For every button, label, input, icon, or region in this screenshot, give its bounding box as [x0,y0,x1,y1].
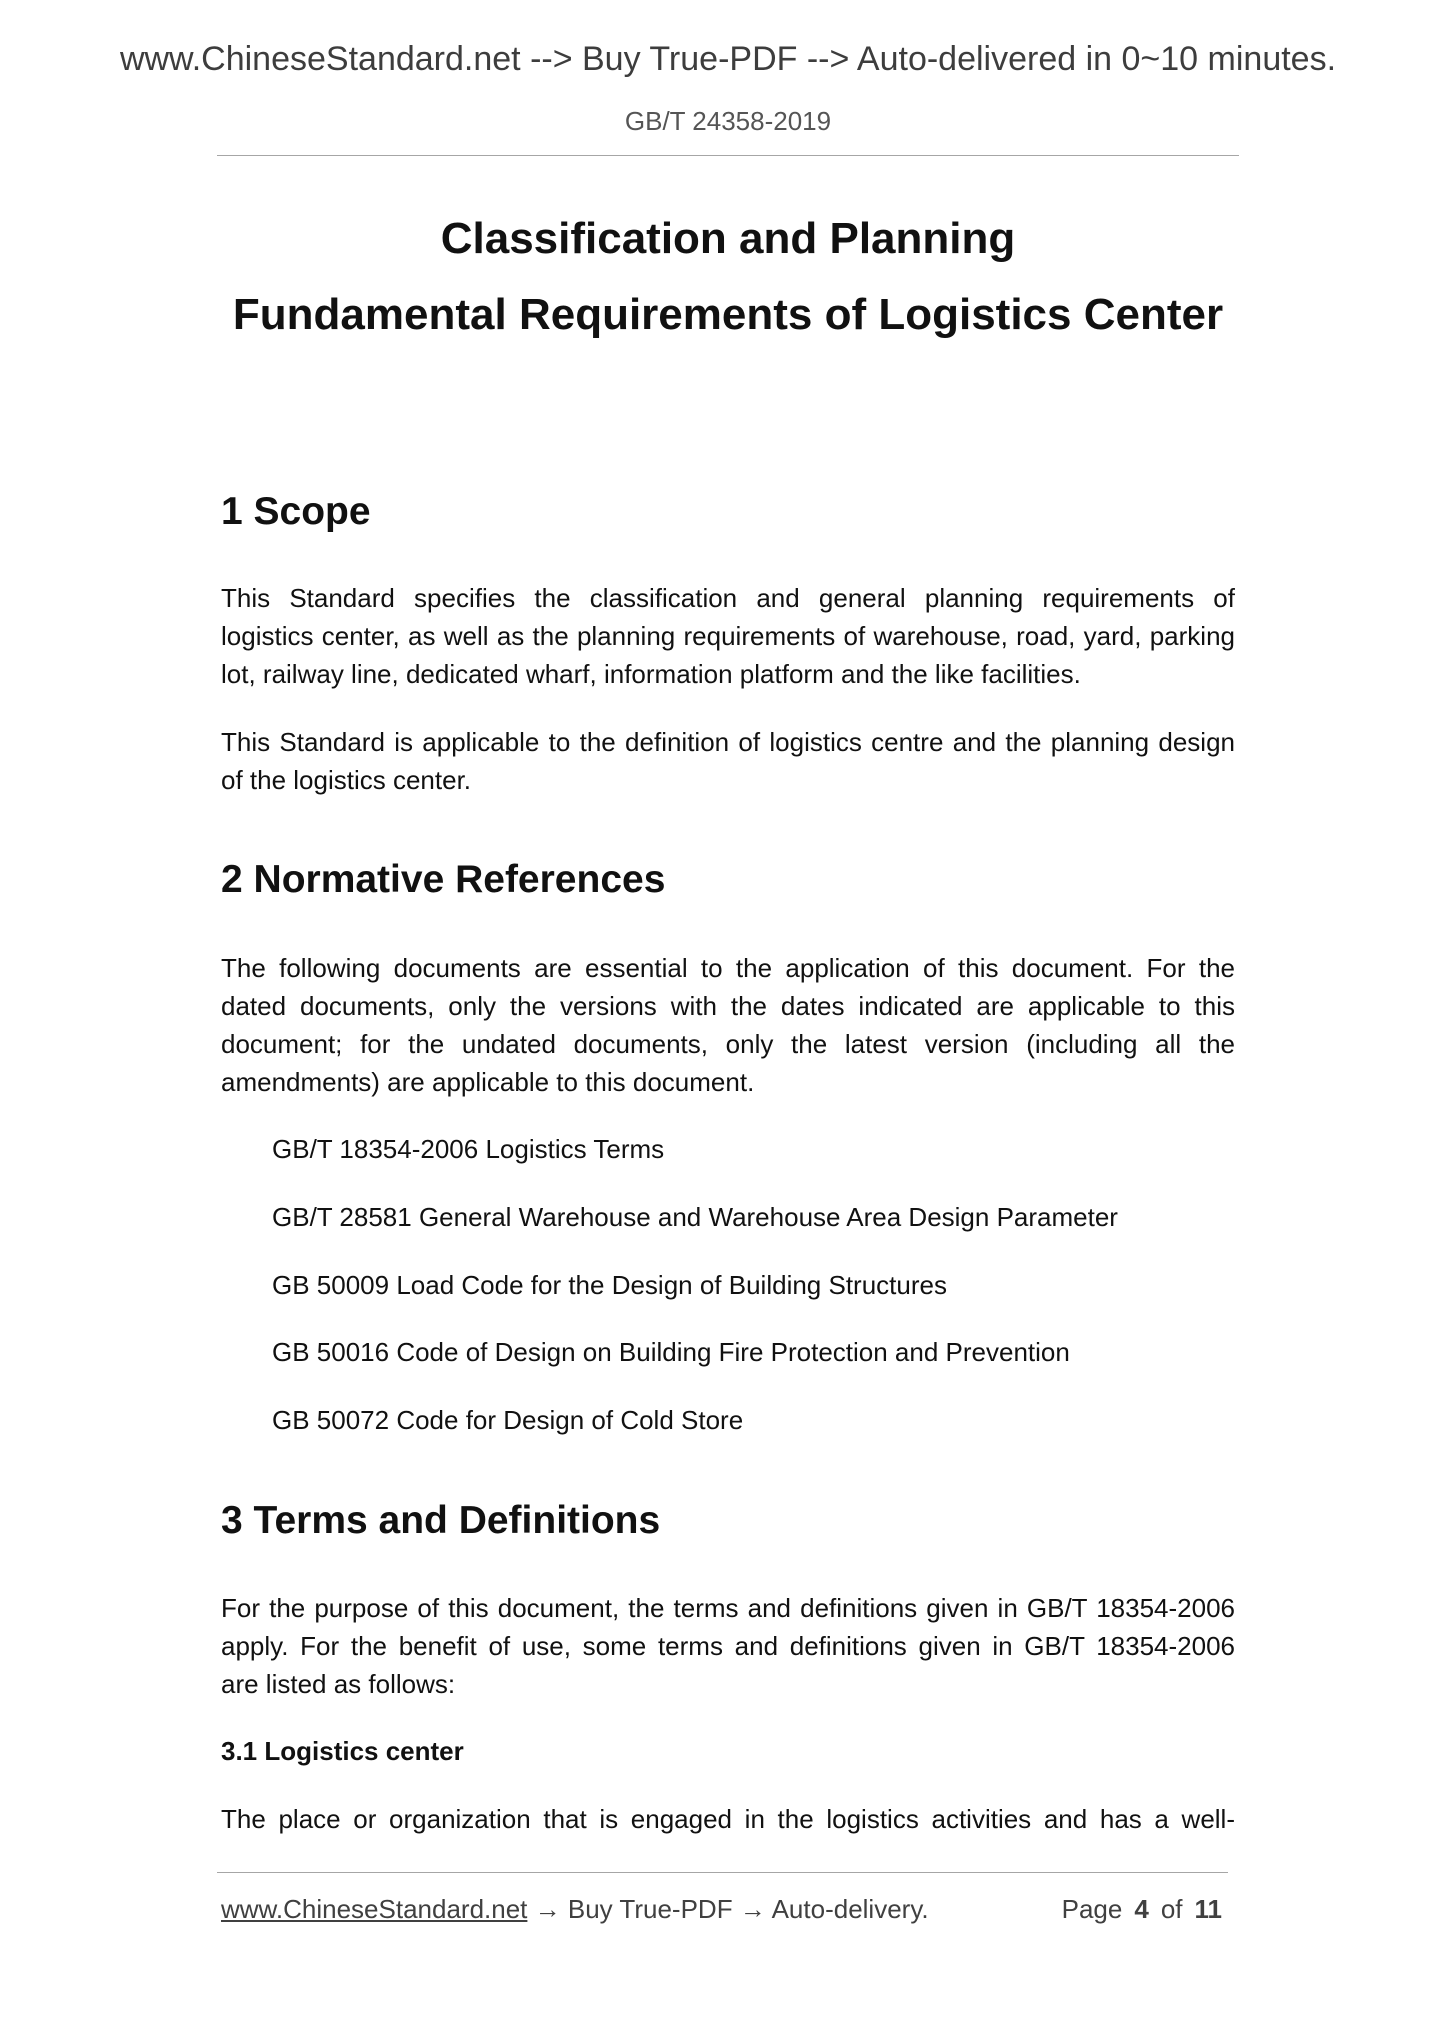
paragraph-line: amendments) are applicable to this document. [221,1067,755,1097]
total-pages: 11 [1194,1894,1222,1924]
normative-references-intro [221,949,1235,1101]
reference-list [272,1130,1235,1439]
paragraph-line: document; for the undated documents, only the latest version (including all the [221,1029,1235,1059]
reference-item: GB 50009 Load Code for the Design of Building Structures [272,1269,947,1300]
page-title-line-2: Fundamental Requirements of Logistics Center [232,290,1224,339]
paragraph-line: This Standard is applicable to the definition of logistics centre and the planning design [221,727,1235,757]
paragraph-line: of the logistics center. [221,765,472,795]
paragraph-line: lot, railway line, dedicated wharf, information platform and the like facilities. [221,659,1081,689]
scope-paragraph-1 [221,579,1235,693]
page-title-line-1: Classification and Planning [440,214,1016,263]
header-banner: www.ChineseStandard.net --> Buy True-PDF --> Auto-delivered in 0~10 minutes. [119,40,1337,78]
footer-promo [221,1890,929,1928]
paragraph-line: are listed as follows: [221,1669,456,1699]
reference-item: GB/T 18354-2006 Logistics Terms [272,1134,665,1164]
scope-paragraph-2 [221,723,1235,799]
paragraph-line: logistics center, as well as the planning requirements of warehouse, road, yard, parking [221,621,1235,651]
paragraph-line: apply. For the benefit of use, some terms and definitions given in GB/T 18354-2006 [221,1631,1235,1661]
document-code: GB/T 24358-2019 [624,106,832,136]
section-heading-normative-references: 2 Normative References [221,858,666,901]
terms-intro [221,1589,1235,1703]
term-heading-logistics-center: 3.1 Logistics center [221,1736,464,1766]
paragraph-line: For the purpose of this document, the terms and definitions given in GB/T 18354-2006 [221,1593,1235,1623]
term-definition [221,1800,1235,1838]
reference-item: GB/T 28581 General Warehouse and Warehouse Area Design Parameter [272,1201,1118,1232]
paragraph-line: The following documents are essential to the application of this document. For the [221,953,1235,983]
page-label: Page [1061,1894,1123,1924]
paragraph-line: This Standard specifies the classification and general planning requirements of [221,583,1235,613]
of-label: of [1160,1894,1183,1924]
header-divider [217,155,1239,156]
reference-item: GB 50016 Code of Design on Building Fire Protection and Prevention [272,1337,1070,1368]
footer-divider [217,1872,1228,1873]
page-indicator [1062,1890,1222,1928]
section-heading-terms-and-definitions: 3 Terms and Definitions [221,1499,661,1542]
reference-item: GB 50072 Code for Design of Cold Store [272,1405,744,1435]
paragraph-line: The place or organization that is engaged in the logistics activities and has a well- [221,1804,1235,1834]
footer-tagline: → Buy True-PDF → Auto-delivery. [534,1894,929,1924]
page-number: 4 [1134,1894,1149,1924]
paragraph-line: dated documents, only the versions with the dates indicated are applicable to this [221,991,1235,1021]
page-footer [221,1890,1222,1928]
footer-site-link[interactable]: www.ChineseStandard.net [221,1894,528,1924]
section-heading-scope: 1 Scope [221,490,371,533]
